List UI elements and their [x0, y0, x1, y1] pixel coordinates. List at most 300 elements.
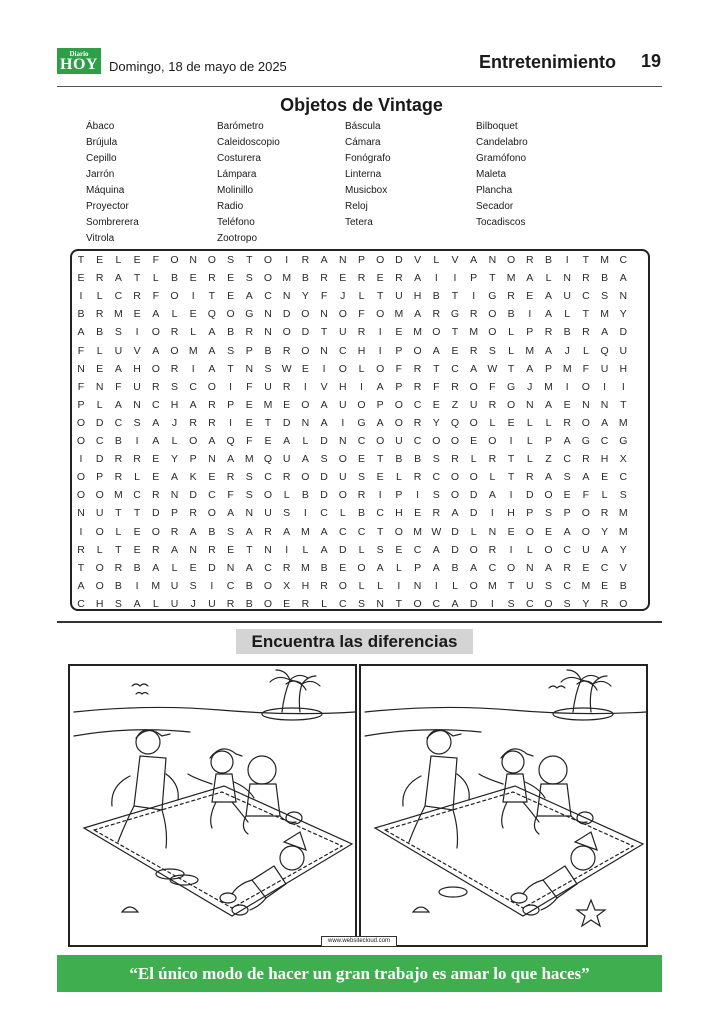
grid-letter: I — [509, 435, 513, 447]
grid-letter: E — [432, 398, 440, 411]
grid-letter: U — [264, 507, 272, 520]
grid-letter: R — [245, 326, 254, 339]
grid-letter: R — [133, 453, 141, 466]
grid-letter: O — [581, 380, 590, 393]
grid-letter: S — [227, 344, 235, 357]
grid-letter: A — [320, 416, 328, 429]
grid-letter: O — [544, 489, 553, 502]
grid-letter: O — [581, 525, 590, 538]
grid-letter: O — [469, 543, 478, 556]
grid-letter: P — [357, 254, 365, 266]
grid-letter: O — [413, 597, 422, 610]
grid-letter: J — [527, 380, 533, 393]
grid-letter: P — [170, 507, 178, 520]
word-item: Candelabro — [476, 137, 528, 148]
grid-letter: A — [208, 435, 216, 447]
grid-letter: R — [432, 507, 441, 520]
grid-letter: L — [96, 290, 103, 303]
grid-letter: D — [320, 471, 328, 484]
grid-letter: P — [376, 398, 384, 411]
grid-letter: H — [339, 380, 347, 393]
grid-letter: P — [470, 272, 478, 285]
grid-letter: A — [544, 344, 552, 357]
grid-letter: D — [95, 453, 104, 466]
grid-letter: O — [95, 489, 104, 502]
grid-letter: C — [208, 489, 216, 502]
grid-letter: I — [434, 579, 438, 592]
grid-letter: B — [563, 326, 571, 339]
grid-letter: R — [226, 471, 235, 484]
grid-letter: Y — [582, 597, 590, 610]
grid-letter: A — [133, 597, 141, 610]
grid-letter: H — [507, 507, 515, 520]
grid-letter: S — [170, 380, 178, 393]
grid-letter: N — [95, 380, 104, 393]
grid-letter: U — [395, 290, 403, 303]
grid-letter: B — [245, 597, 253, 610]
word-item: Báscula — [345, 121, 381, 132]
grid-letter: T — [77, 254, 85, 266]
grid-letter: O — [488, 435, 497, 447]
grid-letter: R — [114, 561, 123, 574]
grid-letter: B — [114, 579, 122, 592]
grid-letter: E — [301, 362, 309, 375]
grid-letter: T — [115, 507, 122, 520]
grid-letter: I — [490, 507, 494, 520]
grid-letter: D — [320, 489, 328, 502]
grid-letter: A — [301, 453, 309, 466]
grid-letter: G — [507, 380, 516, 393]
grid-letter: A — [544, 290, 552, 303]
grid-letter: O — [95, 579, 104, 592]
grid-letter: L — [395, 471, 402, 484]
grid-letter: C — [189, 380, 197, 393]
word-item: Lámpara — [217, 169, 257, 180]
grid-letter: M — [525, 344, 535, 357]
word-item: Barómetro — [217, 121, 264, 132]
grid-letter: L — [358, 290, 365, 303]
grid-letter: E — [414, 507, 422, 520]
grid-letter: L — [564, 308, 571, 321]
grid-letter: O — [376, 435, 385, 447]
grid-letter: Q — [450, 416, 460, 429]
grid-letter: L — [358, 362, 365, 375]
grid-letter: A — [245, 561, 253, 574]
grid-letter: D — [469, 597, 478, 610]
grid-letter: C — [320, 507, 328, 520]
grid-letter: N — [264, 326, 272, 339]
word-item: Maleta — [476, 169, 507, 180]
grid-letter: I — [490, 597, 494, 610]
word-item: Proyector — [86, 201, 129, 212]
grid-letter: A — [451, 597, 459, 610]
right-picture — [359, 664, 648, 947]
grid-letter: O — [76, 489, 86, 502]
grid-letter: E — [283, 597, 291, 610]
grid-letter: N — [339, 435, 347, 447]
grid-letter: D — [208, 561, 216, 574]
grid-letter: I — [135, 435, 139, 447]
grid-letter: A — [320, 543, 328, 556]
grid-letter: C — [152, 398, 160, 411]
grid-letter: E — [451, 344, 459, 357]
grid-letter: C — [357, 525, 366, 538]
grid-letter: F — [582, 362, 590, 375]
header-divider — [57, 86, 662, 87]
grid-letter: S — [133, 416, 141, 429]
grid-letter: I — [135, 326, 139, 339]
grid-letter: B — [77, 308, 85, 321]
grid-letter: D — [469, 507, 478, 520]
grid-letter: I — [229, 416, 233, 429]
grid-letter: S — [432, 453, 440, 466]
grid-letter: M — [301, 525, 310, 538]
grid-letter: S — [544, 507, 552, 520]
grid-letter: T — [133, 272, 141, 285]
grid-letter: W — [431, 525, 442, 538]
grid-letter: C — [357, 435, 366, 447]
grid-letter: X — [619, 453, 627, 466]
word-item: Molinillo — [217, 185, 254, 196]
grid-letter: N — [77, 507, 85, 520]
grid-letter: M — [413, 525, 422, 538]
grid-letter: S — [619, 489, 627, 502]
grid-letter: A — [152, 561, 160, 574]
grid-letter: P — [526, 507, 534, 520]
grid-letter: D — [282, 416, 291, 429]
grid-letter: N — [282, 290, 291, 303]
grid-letter: N — [189, 254, 197, 266]
grid-letter: U — [114, 344, 123, 357]
grid-letter: F — [77, 344, 85, 357]
word-item: Tocadiscos — [476, 217, 526, 228]
grid-letter: E — [544, 525, 552, 538]
grid-letter: Y — [619, 543, 627, 556]
grid-letter: K — [189, 471, 197, 484]
word-item: Fonógrafo — [345, 153, 391, 164]
grid-letter: O — [151, 525, 160, 538]
word-item: Reloj — [345, 201, 368, 212]
grid-letter: F — [152, 254, 159, 266]
grid-letter: A — [376, 416, 384, 429]
grid-letter: B — [395, 453, 403, 466]
grid-letter: N — [226, 561, 235, 574]
grid-letter: C — [600, 435, 609, 447]
grid-letter: U — [339, 471, 347, 484]
grid-letter: H — [619, 362, 628, 375]
grid-letter: D — [469, 489, 478, 502]
grid-letter: O — [619, 597, 628, 610]
grid-letter: R — [451, 453, 459, 466]
grid-letter: E — [470, 435, 478, 447]
grid-letter: C — [432, 471, 441, 484]
grid-letter: L — [171, 561, 178, 574]
grid-letter: C — [413, 398, 422, 411]
grid-letter: U — [339, 326, 347, 339]
grid-letter: J — [190, 597, 196, 610]
grid-letter: E — [133, 254, 141, 266]
grid-letter: R — [226, 597, 235, 610]
grid-letter: O — [263, 489, 273, 502]
grid-letter: O — [581, 507, 590, 520]
grid-letter: C — [413, 435, 422, 447]
grid-letter: L — [470, 453, 477, 466]
grid-letter: N — [133, 398, 141, 411]
grid-letter: B — [301, 489, 309, 502]
grid-letter: E — [189, 308, 197, 321]
grid-letter: N — [320, 344, 328, 357]
grid-letter: U — [526, 579, 534, 592]
grid-letter: A — [544, 471, 552, 484]
grid-letter: E — [208, 471, 216, 484]
grid-letter: J — [340, 290, 346, 303]
grid-letter: O — [338, 308, 347, 321]
grid-letter: B — [170, 272, 178, 285]
grid-letter: L — [526, 543, 533, 556]
grid-letter: E — [133, 308, 141, 321]
grid-letter: M — [618, 525, 628, 538]
grid-letter: F — [227, 489, 234, 502]
grid-letter: C — [226, 579, 235, 592]
grid-letter: F — [395, 362, 403, 375]
grid-letter: L — [377, 579, 384, 592]
grid-letter: C — [264, 561, 272, 574]
grid-letter: A — [283, 525, 291, 538]
grid-letter: L — [190, 326, 197, 339]
grid-letter: L — [171, 435, 178, 447]
grid-letter: Y — [170, 453, 178, 466]
grid-letter: O — [338, 362, 347, 375]
grid-letter: E — [227, 543, 235, 556]
grid-letter: I — [453, 272, 457, 285]
grid-letter: O — [95, 561, 104, 574]
grid-letter: O — [301, 344, 310, 357]
grid-letter: A — [414, 272, 422, 285]
word-item: Bilboquet — [476, 121, 518, 132]
grid-letter: I — [472, 290, 476, 303]
grid-letter: I — [397, 579, 401, 592]
grid-letter: W — [281, 362, 292, 375]
grid-letter: M — [506, 272, 516, 285]
grid-letter: L — [134, 471, 141, 484]
grid-letter: R — [582, 272, 590, 285]
grid-letter: A — [544, 308, 552, 321]
grid-letter: C — [114, 290, 123, 303]
grid-letter: O — [469, 380, 478, 393]
grid-letter: A — [376, 380, 384, 393]
grid-letter: R — [301, 254, 310, 266]
grid-letter: C — [376, 507, 384, 520]
grid-letter: T — [246, 254, 253, 266]
grid-letter: A — [432, 344, 440, 357]
grid-letter: E — [339, 272, 347, 285]
grid-letter: P — [563, 507, 571, 520]
grid-letter: A — [563, 435, 571, 447]
wordsearch-title: Objetos de Vintage — [280, 95, 443, 115]
grid-letter: S — [114, 597, 122, 610]
grid-letter: C — [339, 344, 347, 357]
grid-letter: U — [339, 398, 347, 411]
grid-letter: E — [152, 453, 160, 466]
beach-scene-left — [70, 666, 357, 947]
grid-letter: O — [76, 471, 86, 484]
grid-letter: T — [620, 398, 627, 411]
grid-letter: P — [395, 489, 403, 502]
grid-letter: N — [526, 561, 534, 574]
grid-letter: I — [565, 380, 569, 393]
grid-letter: R — [526, 254, 534, 266]
grid-letter: L — [358, 543, 365, 556]
grid-letter: H — [357, 344, 366, 357]
grid-letter: R — [208, 398, 216, 411]
grid-letter: R — [488, 543, 497, 556]
grid-letter: R — [264, 525, 272, 538]
grid-letter: Q — [207, 308, 216, 321]
grid-letter: C — [114, 416, 123, 429]
grid-letter: N — [619, 290, 628, 303]
grid-letter: A — [77, 326, 85, 339]
grid-letter: B — [114, 435, 122, 447]
grid-letter: G — [619, 435, 628, 447]
grid-letter: N — [488, 525, 497, 538]
grid-letter: E — [133, 543, 141, 556]
grid-letter: A — [208, 326, 216, 339]
grid-letter: Z — [451, 398, 459, 411]
grid-letter: I — [378, 344, 382, 357]
grid-letter: T — [320, 326, 328, 339]
grid-letter: B — [414, 453, 422, 466]
differences-title: Encuentra las diferencias — [236, 629, 473, 654]
grid-letter: M — [151, 579, 161, 592]
grid-letter: R — [600, 597, 609, 610]
grid-letter: U — [395, 435, 403, 447]
grid-letter: P — [245, 344, 253, 357]
grid-letter: H — [133, 362, 141, 375]
grid-letter: A — [77, 579, 85, 592]
grid-letter: S — [507, 597, 515, 610]
grid-letter: I — [528, 308, 532, 321]
grid-letter: O — [170, 290, 179, 303]
grid-letter: Q — [600, 344, 609, 357]
grid-letter: D — [95, 416, 104, 429]
grid-letter: O — [301, 308, 310, 321]
grid-letter: R — [488, 453, 497, 466]
grid-letter: A — [619, 272, 627, 285]
grid-letter: U — [95, 507, 104, 520]
grid-letter: U — [264, 380, 272, 393]
grid-letter: P — [395, 344, 403, 357]
grid-letter: O — [432, 326, 441, 339]
grid-letter: T — [489, 272, 496, 285]
grid-letter: I — [434, 272, 438, 285]
grid-letter: I — [285, 254, 289, 266]
grid-letter: O — [170, 254, 179, 266]
grid-letter: T — [264, 416, 272, 429]
grid-letter: L — [115, 525, 122, 538]
grid-letter: I — [79, 290, 83, 303]
grid-letter: G — [245, 308, 254, 321]
grid-letter: O — [488, 308, 497, 321]
grid-letter: D — [526, 489, 534, 502]
grid-letter: T — [77, 561, 85, 574]
word-item: Linterna — [345, 169, 382, 180]
grid-letter: R — [488, 398, 497, 411]
grid-letter: R — [170, 362, 179, 375]
grid-letter: A — [245, 290, 253, 303]
grid-letter: C — [432, 597, 441, 610]
grid-letter: O — [263, 579, 273, 592]
grid-letter: F — [246, 435, 253, 447]
grid-letter: L — [508, 344, 515, 357]
grid-letter: S — [357, 597, 365, 610]
grid-letter: M — [188, 344, 198, 357]
grid-letter: E — [152, 471, 160, 484]
grid-letter: M — [301, 561, 310, 574]
grid-letter: A — [414, 308, 422, 321]
grid-letter: D — [189, 489, 197, 502]
word-list — [86, 121, 656, 249]
grid-letter: R — [189, 507, 197, 520]
grid-letter: R — [582, 326, 590, 339]
grid-letter: A — [470, 561, 478, 574]
logo-big-text: HOY — [60, 56, 98, 73]
grid-letter: L — [582, 344, 589, 357]
grid-letter: R — [301, 597, 310, 610]
grid-letter: A — [470, 254, 478, 266]
grid-letter: O — [394, 398, 403, 411]
grid-letter: E — [227, 272, 235, 285]
grid-letter: A — [526, 272, 534, 285]
grid-letter: A — [601, 326, 609, 339]
grid-letter: L — [152, 272, 159, 285]
grid-letter: M — [394, 308, 404, 321]
grid-letter: M — [282, 272, 292, 285]
grid-letter: E — [189, 561, 197, 574]
grid-letter: O — [282, 326, 291, 339]
grid-letter: G — [488, 290, 497, 303]
grid-letter: S — [264, 362, 272, 375]
grid-letter: B — [451, 561, 459, 574]
grid-letter: E — [357, 453, 365, 466]
grid-letter: Q — [226, 435, 235, 447]
grid-letter: R — [563, 416, 571, 429]
grid-letter: A — [451, 507, 459, 520]
grid-letter: B — [544, 254, 552, 266]
grid-letter: R — [95, 272, 104, 285]
grid-letter: C — [488, 561, 497, 574]
grid-letter: R — [395, 272, 403, 285]
grid-letter: A — [432, 543, 440, 556]
word-item: Costurera — [217, 153, 261, 164]
grid-letter: P — [96, 471, 104, 484]
grid-letter: F — [77, 380, 85, 393]
grid-letter: D — [339, 543, 347, 556]
grid-letter: O — [263, 272, 273, 285]
grid-letter: S — [376, 543, 384, 556]
grid-letter: S — [544, 579, 552, 592]
grid-letter: O — [301, 398, 310, 411]
grid-letter: T — [582, 254, 590, 266]
grid-letter: R — [320, 272, 328, 285]
word-item: Caleidoscopio — [217, 137, 280, 148]
grid-letter: O — [544, 597, 553, 610]
grid-letter: U — [170, 579, 179, 592]
grid-letter: T — [246, 543, 253, 556]
grid-letter: R — [152, 380, 160, 393]
grid-letter: R — [189, 416, 197, 429]
grid-letter: H — [95, 597, 104, 610]
grid-letter: A — [526, 362, 534, 375]
